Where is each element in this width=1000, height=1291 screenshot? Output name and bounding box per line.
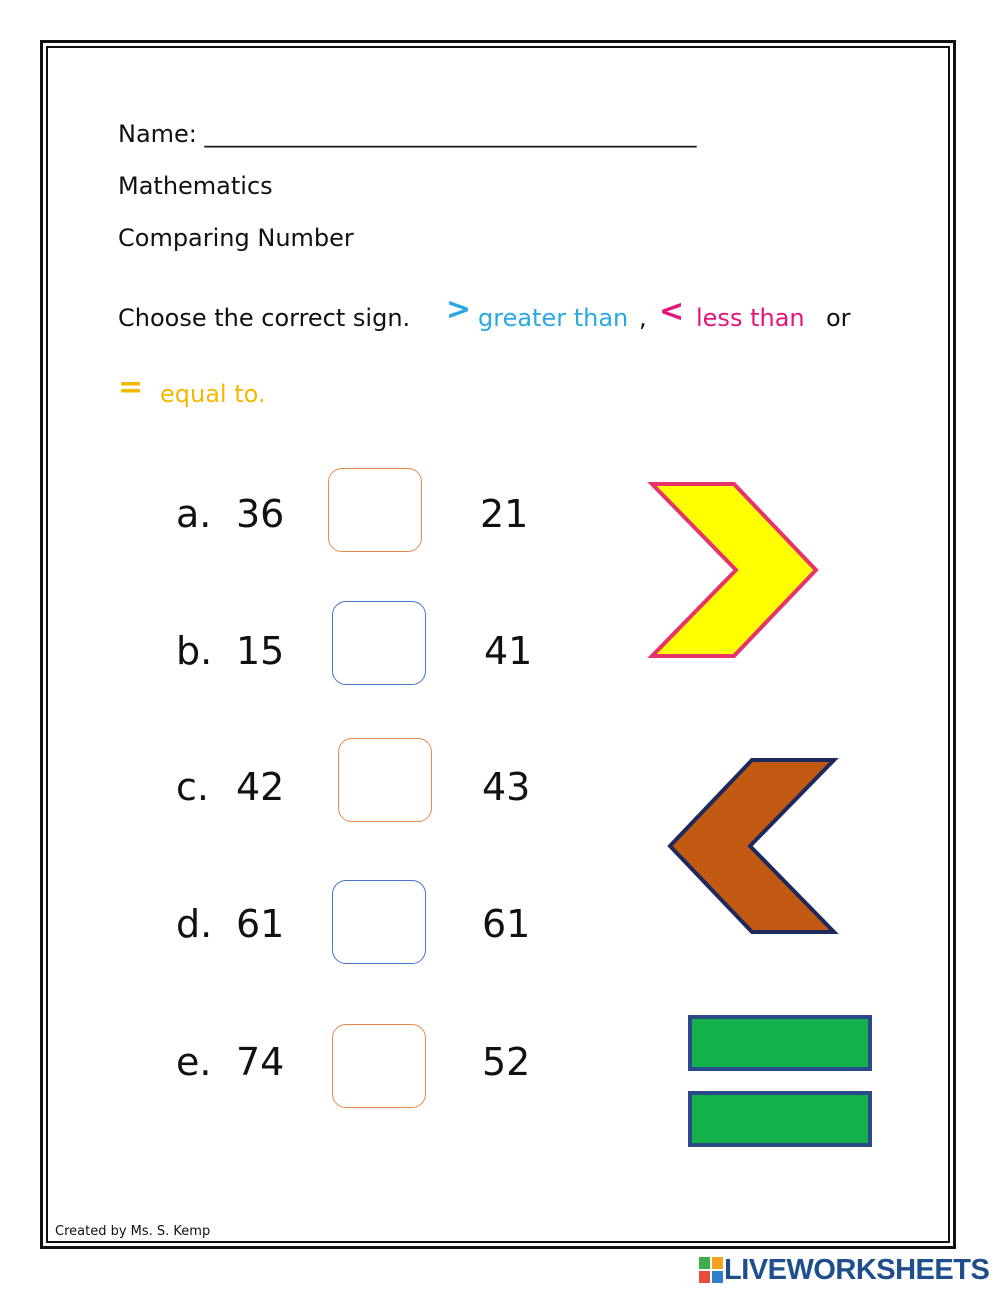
problem-label: d. (176, 902, 213, 946)
left-number: 15 (236, 629, 285, 673)
brand-name: LIVEWORKSHEETS (724, 1253, 990, 1286)
answer-drop-box[interactable] (332, 1024, 426, 1108)
answer-drop-box[interactable] (332, 601, 426, 685)
answer-drop-box[interactable] (332, 880, 426, 964)
greater-than-text: greater than (478, 304, 629, 332)
liveworksheets-logo (698, 1253, 989, 1287)
comma: , (639, 304, 647, 332)
less-than-shape[interactable] (664, 754, 844, 940)
answer-drop-box[interactable] (338, 738, 432, 822)
less-than-text: less than (696, 304, 805, 332)
answer-drop-box[interactable] (328, 468, 422, 552)
problem-label: b. (176, 629, 213, 673)
problem-label: e. (176, 1040, 212, 1084)
instruction-text: Choose the correct sign. (118, 304, 411, 332)
right-number: 43 (482, 765, 531, 809)
right-number: 52 (482, 1040, 531, 1084)
name-line: _________________________________________ (204, 120, 697, 148)
name-field (118, 120, 697, 148)
equal-sign-shape[interactable] (686, 1012, 874, 1152)
or-text: or (826, 304, 851, 332)
less-sign-icon: < (659, 294, 685, 329)
greater-than-shape[interactable] (644, 478, 824, 664)
equal-to-text: equal to. (160, 380, 266, 408)
problem-label: a. (176, 492, 212, 536)
right-number: 21 (480, 492, 529, 536)
liveworksheets-logo-icon (698, 1256, 724, 1284)
left-number: 36 (236, 492, 285, 536)
problem-label: c. (176, 765, 209, 809)
left-number: 61 (236, 902, 285, 946)
left-number: 74 (236, 1040, 285, 1084)
right-number: 41 (484, 629, 533, 673)
author-credit: Created by Ms. S. Kemp (55, 1224, 211, 1239)
equal-sign-icon: = (118, 370, 144, 405)
right-number: 61 (482, 902, 531, 946)
name-label: Name: (118, 120, 197, 148)
greater-sign-icon: > (446, 292, 472, 327)
left-number: 42 (236, 765, 285, 809)
topic-title: Comparing Number (118, 224, 354, 252)
subject-title: Mathematics (118, 172, 273, 200)
